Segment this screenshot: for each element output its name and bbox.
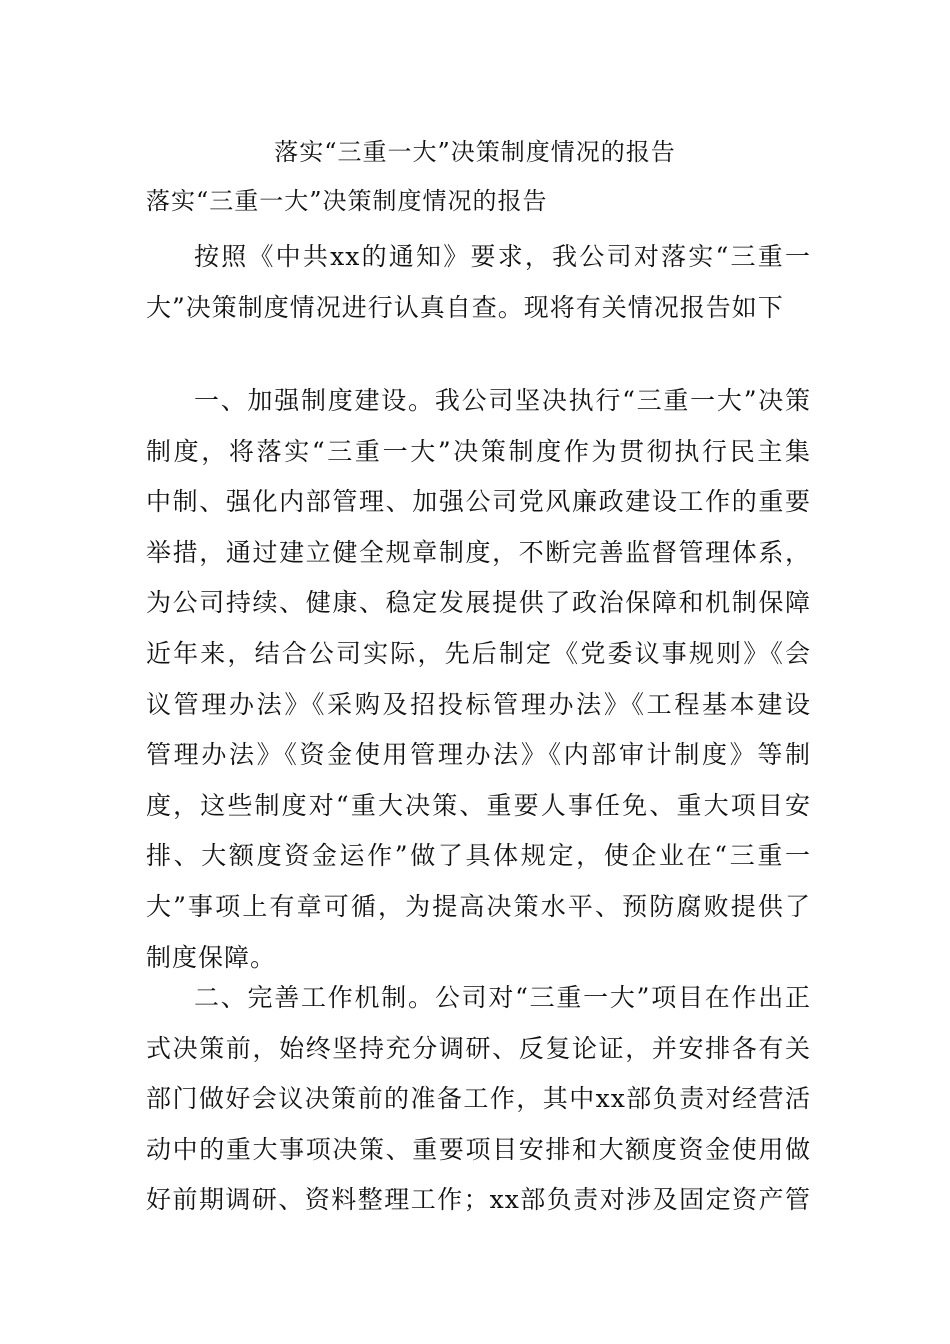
intro-line: 大”决策制度情况进行认真自查。现将有关情况报告如下	[146, 292, 784, 322]
section-1-line: 为公司持续、健康、稳定发展提供了政治保障和机制保障	[146, 588, 811, 618]
section-2-line: 动中的重大事项决策、重要项目安排和大额度资金使用做	[146, 1134, 811, 1164]
document-subtitle: 落实“三重一大”决策制度情况的报告	[146, 187, 548, 215]
section-1-line: 排、大额度资金运作”做了具体规定，使企业在“三重一	[146, 841, 811, 871]
intro-line: 按照《中共xx的通知》要求，我公司对落实“三重一	[194, 242, 811, 271]
section-1-line: 管理办法》《资金使用管理办法》《内部审计制度》等制	[146, 740, 811, 770]
section-1-line: 度，这些制度对“重大决策、重要人事任免、重大项目安	[146, 790, 811, 820]
section-2-line: 二、完善工作机制。公司对“三重一大”项目在作出正	[194, 983, 811, 1012]
section-1-line: 议管理办法》《采购及招投标管理办法》《工程基本建设	[146, 689, 811, 719]
section-2-line: 好前期调研、资料整理工作；xx部负责对涉及固定资产管	[146, 1185, 811, 1215]
intro-paragraph	[146, 232, 811, 333]
section-1-line: 近年来，结合公司实际，先后制定《党委议事规则》《会	[146, 638, 811, 668]
section-1-paragraph	[146, 376, 811, 983]
section-2-line: 部门做好会议决策前的准备工作，其中xx部负责对经营活	[146, 1084, 811, 1114]
document-title: 落实“三重一大”决策制度情况的报告	[274, 138, 676, 166]
section-1-line: 一、加强制度建设。我公司坚决执行“三重一大”决策	[194, 386, 811, 415]
section-1-line: 制度，将落实“三重一大”决策制度作为贯彻执行民主集	[146, 436, 811, 466]
section-1-line: 中制、强化内部管理、加强公司党风廉政建设工作的重要	[146, 487, 811, 517]
section-1-line: 大”事项上有章可循，为提高决策水平、预防腐败提供了	[146, 891, 811, 921]
section-2-line: 式决策前，始终坚持充分调研、反复论证，并安排各有关	[146, 1033, 811, 1063]
section-1-line: 制度保障。	[146, 942, 277, 972]
section-1-line: 举措，通过建立健全规章制度，不断完善监督管理体系，	[146, 537, 811, 567]
section-2-paragraph	[146, 973, 811, 1226]
